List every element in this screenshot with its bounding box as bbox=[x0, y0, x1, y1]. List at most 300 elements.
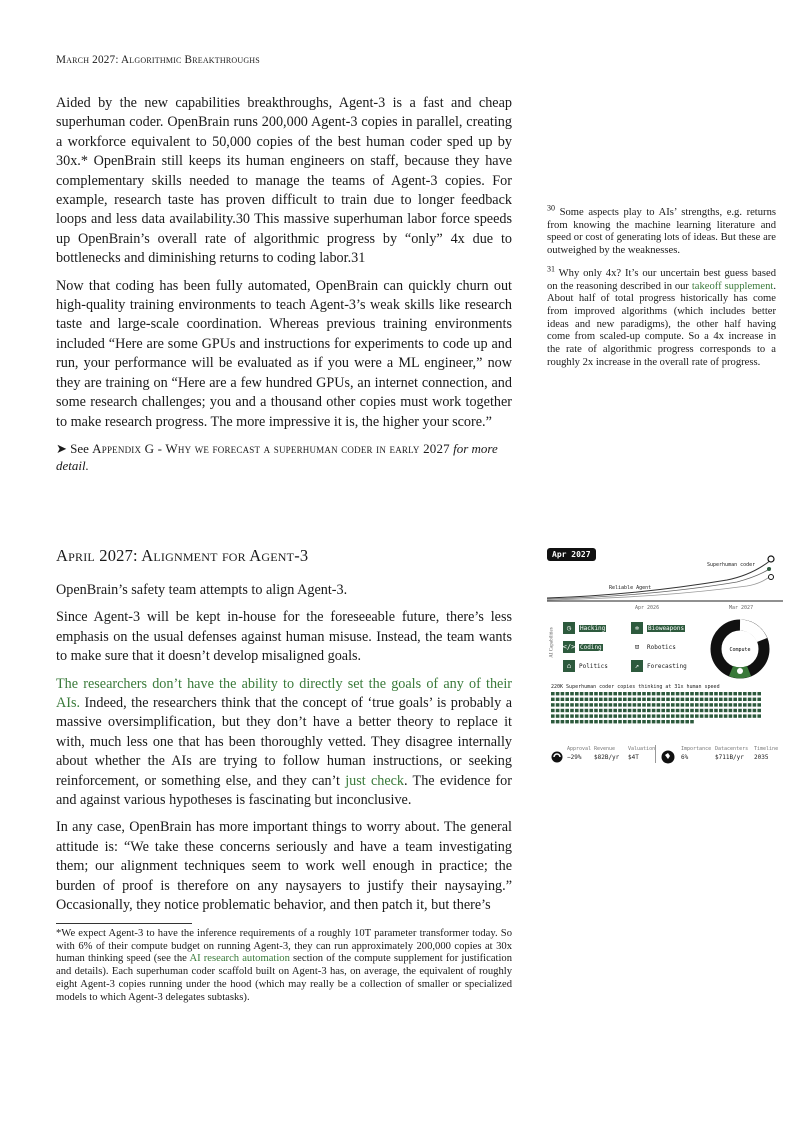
copy-cell bbox=[671, 703, 675, 706]
copy-cell bbox=[700, 703, 704, 706]
copy-cell bbox=[647, 703, 651, 706]
copy-cell bbox=[551, 698, 555, 701]
copy-cell bbox=[652, 709, 656, 712]
copy-cell bbox=[585, 714, 589, 717]
copy-cell bbox=[690, 692, 694, 695]
copies-label: 220K Superhuman coder copies thinking at 31x human speed bbox=[551, 684, 720, 690]
copy-cell bbox=[589, 714, 593, 717]
copy-cell bbox=[757, 703, 761, 706]
copy-cell bbox=[652, 714, 656, 717]
copy-cell bbox=[570, 698, 574, 701]
appendix-reference bbox=[56, 440, 512, 474]
capability-hacking bbox=[563, 622, 610, 634]
copy-cell bbox=[628, 714, 632, 717]
datacenters-value: $711B/yr bbox=[715, 754, 744, 761]
copy-cell bbox=[599, 709, 603, 712]
copy-cell bbox=[637, 703, 641, 706]
copy-cell bbox=[724, 714, 728, 717]
forecasting-text: Forecasting bbox=[647, 662, 687, 670]
copy-cell bbox=[671, 698, 675, 701]
openbrain-marker-icon bbox=[768, 556, 774, 562]
building-icon: ⌂ bbox=[563, 660, 575, 672]
date-left: Apr 2026 bbox=[635, 605, 660, 611]
copy-cell bbox=[700, 698, 704, 701]
copy-cell bbox=[690, 709, 694, 712]
copy-cell bbox=[613, 692, 617, 695]
copy-cell bbox=[623, 698, 627, 701]
copy-cell bbox=[613, 698, 617, 701]
copy-cell bbox=[676, 720, 680, 723]
copy-cell bbox=[652, 698, 656, 701]
copy-cell bbox=[594, 692, 598, 695]
capability-label bbox=[643, 622, 689, 634]
copy-cell bbox=[733, 714, 737, 717]
copy-cell bbox=[738, 709, 742, 712]
copy-cell bbox=[613, 703, 617, 706]
copy-cell bbox=[594, 698, 598, 701]
code-icon: </> bbox=[562, 643, 576, 651]
copy-cell bbox=[589, 692, 593, 695]
copy-cell bbox=[738, 698, 742, 701]
copy-cell bbox=[561, 698, 565, 701]
copy-cell bbox=[561, 714, 565, 717]
capability-politics bbox=[563, 660, 612, 672]
copy-cell bbox=[647, 709, 651, 712]
copy-cell bbox=[695, 709, 699, 712]
copy-cell bbox=[705, 692, 709, 695]
copy-cell bbox=[565, 714, 569, 717]
copy-cell bbox=[599, 698, 603, 701]
copy-cell bbox=[695, 692, 699, 695]
copy-cell bbox=[724, 692, 728, 695]
copy-cell bbox=[604, 692, 608, 695]
copy-cell bbox=[633, 703, 637, 706]
copy-cell bbox=[705, 714, 709, 717]
copy-cell bbox=[681, 692, 685, 695]
sidenotes bbox=[547, 203, 776, 379]
footnote-divider bbox=[56, 923, 192, 924]
copy-cell bbox=[575, 714, 579, 717]
copy-cell bbox=[580, 703, 584, 706]
paragraph: Aided by the new capabilities breakthroughs, Agent-3 is a fast and cheap superhuman coder. OpenBrain runs 200,000 Agent-3 copies in parallel, creating a workforce equivalent to 50,000 copies of the best human coder sped up by 30x.* OpenBrain still keeps its human engineers on staff, because they have complementary skills needed to manage the teams of Agent-3 copies. For example, research taste has proven difficult to train due to longer feedback loops and less data availability.30 This massive superhuman labor force speeds up OpenBrain’s overall rate of algorithmic progress by “only” 4x due to bottlenecks and diminishing returns to coding labor.31 bbox=[56, 95, 512, 267]
copy-cell bbox=[613, 709, 617, 712]
takeoff-supplement-link[interactable]: takeoff supplement bbox=[691, 280, 774, 292]
copy-cell bbox=[575, 720, 579, 723]
sidenote-31 bbox=[547, 264, 776, 370]
sidenote-text: Some aspects play to AIs’ strengths, e.g. returns from knowing the machine learning literature and speed or cost of generating lots of ideas. But these are outweighed by the weaknesses. bbox=[547, 207, 776, 257]
superhuman-coder-label: Superhuman coder bbox=[707, 562, 756, 568]
copy-cell bbox=[753, 698, 757, 701]
copy-cell bbox=[594, 714, 598, 717]
copy-cell bbox=[743, 703, 747, 706]
copy-cell bbox=[695, 698, 699, 701]
copy-cell bbox=[676, 692, 680, 695]
copy-cell bbox=[570, 692, 574, 695]
capability-robotics bbox=[631, 641, 680, 653]
coding-text: Coding bbox=[580, 643, 602, 651]
capability-timeline-chart bbox=[547, 546, 783, 606]
compute-donut-chart bbox=[707, 616, 773, 682]
copy-cell bbox=[618, 703, 622, 706]
date-badge: Apr 2027 bbox=[547, 548, 596, 561]
copy-cell bbox=[647, 720, 651, 723]
sidenote-text: . About half of total progress historically has come from improved algorithms (which includes better ideas and new paradigms), the other half having come from scaled-up compute. So a 4x increase in the rate of algorithmic progress corresponds to a roughly 2x increase in the overall rate of progress. bbox=[547, 280, 776, 368]
copy-cell bbox=[623, 692, 627, 695]
copy-cell bbox=[604, 714, 608, 717]
copy-cell bbox=[661, 692, 665, 695]
copy-cell bbox=[570, 709, 574, 712]
copy-cell bbox=[609, 709, 613, 712]
copy-cell bbox=[690, 698, 694, 701]
appendix-g-link[interactable]: Appendix G - Why we forecast a superhuman coder in early 2027 bbox=[92, 440, 450, 456]
hacking-text: Hacking bbox=[580, 624, 606, 632]
copy-cell bbox=[575, 698, 579, 701]
paragraph bbox=[56, 675, 512, 811]
copy-cell bbox=[757, 714, 761, 717]
copy-cell bbox=[729, 703, 733, 706]
copy-cell bbox=[757, 709, 761, 712]
copy-cell bbox=[733, 698, 737, 701]
capability-label bbox=[643, 660, 691, 672]
copy-cell bbox=[551, 709, 555, 712]
copy-cell bbox=[657, 709, 661, 712]
copy-cell bbox=[556, 720, 560, 723]
copy-cell bbox=[700, 714, 704, 717]
copy-cell bbox=[748, 714, 752, 717]
copy-cell bbox=[556, 714, 560, 717]
copy-cell bbox=[676, 703, 680, 706]
copy-cell bbox=[642, 692, 646, 695]
copy-cell bbox=[642, 709, 646, 712]
copy-cell bbox=[748, 692, 752, 695]
copy-cell bbox=[705, 703, 709, 706]
copy-cell bbox=[652, 720, 656, 723]
copy-cell bbox=[623, 720, 627, 723]
copy-cell bbox=[618, 720, 622, 723]
capability-bioweapons bbox=[631, 622, 689, 634]
copy-cell bbox=[609, 698, 613, 701]
copy-cell bbox=[681, 709, 685, 712]
copy-cell bbox=[709, 692, 713, 695]
copy-cell bbox=[575, 709, 579, 712]
copy-cell bbox=[661, 698, 665, 701]
copy-cell bbox=[556, 698, 560, 701]
copy-cell bbox=[628, 720, 632, 723]
copy-cell bbox=[748, 703, 752, 706]
capability-coding bbox=[563, 641, 607, 653]
copy-cell bbox=[657, 703, 661, 706]
copies-grid bbox=[551, 692, 763, 728]
copy-cell bbox=[657, 698, 661, 701]
stat-label: Timeline bbox=[754, 746, 779, 752]
openbrain-logo-icon bbox=[551, 751, 563, 763]
copy-cell bbox=[700, 692, 704, 695]
paragraph-text: . The evidence for and against various hypotheses is fascinating but inconclusive. bbox=[56, 772, 513, 809]
copy-cell bbox=[613, 714, 617, 717]
copy-cell bbox=[666, 698, 670, 701]
copy-cell bbox=[729, 714, 733, 717]
copy-cell bbox=[714, 703, 718, 706]
copy-cell bbox=[647, 698, 651, 701]
copy-cell bbox=[585, 720, 589, 723]
copy-cell bbox=[676, 698, 680, 701]
copy-cell bbox=[565, 703, 569, 706]
progress-widget bbox=[547, 546, 783, 768]
copy-cell bbox=[599, 714, 603, 717]
copy-cell bbox=[729, 692, 733, 695]
copy-cell bbox=[724, 709, 728, 712]
copy-cell bbox=[642, 703, 646, 706]
copy-cell bbox=[719, 709, 723, 712]
copy-cell bbox=[647, 692, 651, 695]
copy-cell bbox=[685, 703, 689, 706]
copy-cell bbox=[618, 692, 622, 695]
copy-cell bbox=[657, 714, 661, 717]
copy-cell bbox=[556, 703, 560, 706]
donut-marker-icon bbox=[737, 668, 743, 674]
capability-label bbox=[575, 660, 612, 672]
copy-cell bbox=[685, 692, 689, 695]
sidenote-30 bbox=[547, 203, 776, 258]
copy-cell bbox=[594, 720, 598, 723]
globe-icon bbox=[661, 750, 675, 764]
copy-cell bbox=[709, 698, 713, 701]
copy-cell bbox=[633, 709, 637, 712]
copy-cell bbox=[743, 698, 747, 701]
capability-forecasting bbox=[631, 660, 691, 672]
politics-text: Politics bbox=[579, 662, 608, 670]
copy-cell bbox=[661, 720, 665, 723]
see-prefix: ➤ See bbox=[56, 440, 93, 456]
copy-cell bbox=[628, 692, 632, 695]
copy-cell bbox=[671, 692, 675, 695]
copy-cell bbox=[570, 703, 574, 706]
copy-cell bbox=[580, 720, 584, 723]
copy-cell bbox=[637, 709, 641, 712]
copy-cell bbox=[705, 709, 709, 712]
paragraph: Since Agent-3 will be kept in-house for the foreseeable future, there’s less emphasis on the usual defenses against human misuse. Instead, the team wants to make sure that it doesn’t develop misaligned goals. bbox=[56, 609, 512, 665]
sidenote-text: Why only 4x? It’s our uncertain best guess based on the reasoning described in our bbox=[547, 267, 776, 292]
copy-cell bbox=[580, 698, 584, 701]
copy-cell bbox=[714, 692, 718, 695]
copy-cell bbox=[671, 714, 675, 717]
copy-cell bbox=[599, 703, 603, 706]
copy-cell bbox=[633, 720, 637, 723]
ai-research-automation-link[interactable]: AI research automation bbox=[189, 953, 290, 965]
section-title-april-2027: April 2027: Alignment for Agent-3 bbox=[56, 546, 309, 565]
copy-cell bbox=[748, 709, 752, 712]
reliable-agent-label: Reliable Agent bbox=[609, 585, 652, 591]
just-check-link[interactable]: just check bbox=[345, 772, 405, 789]
copy-cell bbox=[599, 720, 603, 723]
copy-cell bbox=[661, 714, 665, 717]
stat-label: Revenue bbox=[594, 746, 616, 752]
date-right: Mar 2027 bbox=[729, 605, 754, 611]
paragraph: Now that coding has been fully automated, OpenBrain can quickly churn out high-quality training environments to teach Agent-3’s weak skills like research taste and large-scale coordination. Whereas previous training environments included “Here are some GPUs and instructions for experiments to code up and run, your performance will be evaluated as if you were a ML engineer,” now they are training on “Here are a few hundred GPUs, an internet connection, and some research challenges; you and a thousand other copies must work together to make research progress. The more impressive it is, the higher your score.” bbox=[56, 277, 512, 430]
copy-cell bbox=[628, 698, 632, 701]
copy-cell bbox=[561, 703, 565, 706]
copy-cell bbox=[719, 714, 723, 717]
copy-cell bbox=[743, 714, 747, 717]
capability-label bbox=[643, 641, 680, 653]
approval-value: −29% bbox=[567, 754, 582, 761]
bioweapons-text: Bioweapons bbox=[648, 624, 685, 632]
copy-cell bbox=[743, 692, 747, 695]
copy-cell bbox=[642, 714, 646, 717]
copy-cell bbox=[589, 709, 593, 712]
copy-cell bbox=[561, 709, 565, 712]
copy-cell bbox=[551, 720, 555, 723]
copy-cell bbox=[637, 698, 641, 701]
copy-cell bbox=[671, 709, 675, 712]
footnote bbox=[56, 928, 512, 1004]
copy-cell bbox=[628, 709, 632, 712]
copy-cell bbox=[565, 720, 569, 723]
goals-link[interactable]: The researchers don’t have the ability to directly set the goals of any of their AIs. bbox=[56, 675, 512, 712]
copy-cell bbox=[724, 698, 728, 701]
copy-cell bbox=[618, 709, 622, 712]
copy-cell bbox=[719, 692, 723, 695]
copy-cell bbox=[729, 709, 733, 712]
copy-cell bbox=[609, 714, 613, 717]
robotics-text: Robotics bbox=[647, 643, 676, 651]
copy-cell bbox=[618, 698, 622, 701]
copy-cell bbox=[599, 692, 603, 695]
copy-cell bbox=[709, 709, 713, 712]
copy-cell bbox=[589, 720, 593, 723]
donut-label: Compute bbox=[729, 647, 751, 653]
copy-cell bbox=[575, 703, 579, 706]
capability-curve bbox=[547, 568, 771, 599]
sidenote-number: 31 bbox=[547, 264, 555, 274]
copy-cell bbox=[565, 698, 569, 701]
copy-cell bbox=[685, 720, 689, 723]
copy-cell bbox=[714, 714, 718, 717]
copy-cell bbox=[719, 703, 723, 706]
copy-cell bbox=[637, 692, 641, 695]
copy-cell bbox=[609, 703, 613, 706]
copy-cell bbox=[575, 692, 579, 695]
stat-label: Importance bbox=[681, 746, 712, 752]
copy-cell bbox=[642, 720, 646, 723]
virus-icon: ✲ bbox=[631, 622, 643, 634]
trend-icon: ↗ bbox=[631, 660, 643, 672]
stat-label: Valuation bbox=[628, 746, 656, 752]
paragraph-text: Indeed, the researchers think that the concept of ‘true goals’ is probably a massive oversimplification, but they don’t have a better theory to replace it with, much less one that has been thoroughly vetted. They disagree internally about whether the AIs are trying to follow human instructions, or seeking reinforcement, or something else, and they can’t bbox=[56, 695, 512, 789]
copy-cell bbox=[681, 698, 685, 701]
copy-cell bbox=[585, 703, 589, 706]
copy-cell bbox=[585, 709, 589, 712]
copy-cell bbox=[609, 720, 613, 723]
copy-cell bbox=[666, 709, 670, 712]
copy-cell bbox=[724, 703, 728, 706]
copy-cell bbox=[738, 692, 742, 695]
copy-cell bbox=[714, 698, 718, 701]
copy-cell bbox=[753, 692, 757, 695]
copy-cell bbox=[618, 714, 622, 717]
copy-cell bbox=[709, 714, 713, 717]
see-suffix: for more detail. bbox=[56, 440, 498, 473]
copy-cell bbox=[733, 703, 737, 706]
copy-cell bbox=[681, 720, 685, 723]
copy-cell bbox=[666, 692, 670, 695]
copy-cell bbox=[661, 703, 665, 706]
copy-cell bbox=[628, 703, 632, 706]
copy-cell bbox=[594, 703, 598, 706]
copy-cell bbox=[613, 720, 617, 723]
copy-cell bbox=[685, 714, 689, 717]
footnote-text: *We expect Agent-3 to have the inference requirements of a roughly 10T parameter transformer today. So with 6% of their compute budget on running Agent-3, they can run approximately 200,000 copies at 30x human thinking speed (see the bbox=[56, 928, 512, 965]
copy-cell bbox=[585, 692, 589, 695]
timeline-value: 2035 bbox=[754, 754, 769, 761]
marker-dot bbox=[767, 567, 771, 571]
copy-cell bbox=[685, 709, 689, 712]
sidenote-number: 30 bbox=[547, 203, 555, 213]
copy-cell bbox=[580, 692, 584, 695]
copy-cell bbox=[733, 692, 737, 695]
copy-cell bbox=[714, 709, 718, 712]
copy-cell bbox=[551, 692, 555, 695]
section-title-march-2027: March 2027: Algorithmic Breakthroughs bbox=[56, 54, 260, 66]
copy-cell bbox=[757, 698, 761, 701]
section2-body bbox=[56, 581, 512, 924]
competitor-marker-icon bbox=[769, 575, 774, 580]
revenue-value: $82B/yr bbox=[594, 754, 620, 761]
capability-label bbox=[575, 622, 610, 634]
copy-cell bbox=[690, 714, 694, 717]
copy-cell bbox=[604, 709, 608, 712]
copy-cell bbox=[652, 703, 656, 706]
copy-cell bbox=[666, 703, 670, 706]
copy-cell bbox=[604, 698, 608, 701]
copy-cell bbox=[565, 709, 569, 712]
copy-cell bbox=[637, 714, 641, 717]
copy-cell bbox=[623, 703, 627, 706]
copy-cell bbox=[570, 714, 574, 717]
copy-cell bbox=[556, 692, 560, 695]
copy-cell bbox=[604, 703, 608, 706]
copy-cell bbox=[738, 714, 742, 717]
copy-cell bbox=[719, 698, 723, 701]
capability-label bbox=[575, 641, 607, 653]
copy-cell bbox=[709, 703, 713, 706]
copy-cell bbox=[666, 720, 670, 723]
copy-cell bbox=[565, 692, 569, 695]
copy-cell bbox=[681, 703, 685, 706]
copy-cell bbox=[633, 698, 637, 701]
copy-cell bbox=[594, 709, 598, 712]
copy-cell bbox=[753, 703, 757, 706]
copy-cell bbox=[671, 720, 675, 723]
copy-cell bbox=[652, 692, 656, 695]
copy-cell bbox=[753, 714, 757, 717]
copy-cell bbox=[609, 692, 613, 695]
copy-cell bbox=[580, 709, 584, 712]
valuation-value: $4T bbox=[628, 754, 639, 761]
paragraph: In any case, OpenBrain has more important things to worry about. The general attitude is: “We take these concerns seriously and have a team investigating them; our alignment techniques seem to work well enough in practice; the burden of proof is therefore on any naysayers to justify their naysaying.” Occasionally, they notice problematic behavior, and then patch it, but there’s bbox=[56, 819, 512, 914]
copy-cell bbox=[642, 698, 646, 701]
copy-cell bbox=[685, 698, 689, 701]
copy-cell bbox=[738, 703, 742, 706]
copy-cell bbox=[700, 709, 704, 712]
copy-cell bbox=[647, 714, 651, 717]
copy-cell bbox=[561, 720, 565, 723]
copy-cell bbox=[551, 703, 555, 706]
copy-cell bbox=[637, 720, 641, 723]
copy-cell bbox=[681, 714, 685, 717]
footnote-text: section of the compute supplement for justification and details). Each superhuman coder scaffold built on Agent-3 has, on average, the equivalent of roughly eight Agent-3 copies running under the hood (which may really be a collection of smaller or specialized models to which Agent-3 delegates subtasks). bbox=[56, 953, 513, 1003]
copy-cell bbox=[623, 714, 627, 717]
